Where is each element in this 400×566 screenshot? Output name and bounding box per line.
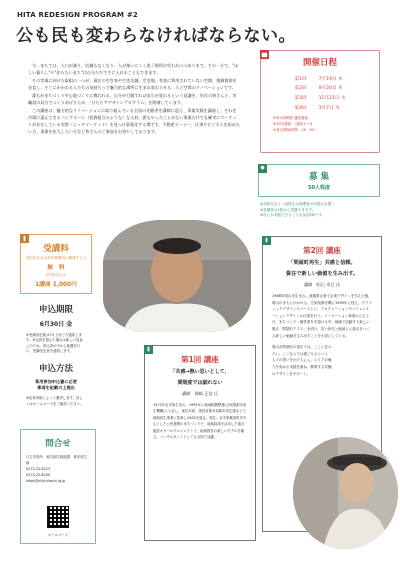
recruit-title: 募 集: [309, 172, 329, 182]
schedule-note: ※第4回開催 連続講座: [273, 116, 309, 121]
recruit-capacity: 50人程度: [308, 185, 330, 191]
intro-paragraph: 誰もがまちづくり中心地づくりに携われる。自分が行動すればまちが変わるという意識を、市民の皆さんと、市職員の双方でつくりあげるため、「ひたちアデザインプログラム」を開催しています。: [28, 92, 237, 106]
contact-fax: 0273-22-8250: [26, 473, 51, 477]
contact-phone[interactable]: 0273-22-8223: [26, 467, 51, 471]
lecturer2-photo: [293, 437, 398, 549]
lecturer1-photo: [103, 220, 251, 332]
yen-icon: [20, 234, 29, 243]
intro-paragraph: 今、まちでは、人口が減り、店舗もなくなり、人が集いにくく思う場所が失われつつあります。その一方で、"ほしい暮らし"や"住みたいまち"は自分たちで手に入れることもできます。: [28, 63, 239, 76]
microphone-icon: [262, 236, 271, 245]
session-label: 第1回: [294, 76, 307, 82]
lecture2-subtitle-2: 資在で新しい価値を生み出す。: [285, 271, 359, 277]
contact-box: [20, 429, 96, 544]
lecture2-lecturer: 講師 昭石 卓巳 氏: [303, 282, 341, 287]
method-lead-2: 事項を記載の上提出: [37, 385, 75, 391]
lecture1-subtitle-2: 間制度では細れない: [177, 380, 223, 386]
fee-free: 無 料: [47, 265, 65, 271]
contact-office: 日立市役所 地方創生推進課 都市再生係: [26, 455, 88, 465]
schedule-title: 開催日程: [302, 58, 337, 68]
method-lead: 専用参加申込書に必要: [35, 379, 77, 384]
recruit-note: ※高校生以上（高校生は保護者の同意が必要）: [260, 202, 335, 206]
session-label: 第4回: [294, 105, 307, 111]
method-box: [20, 356, 92, 436]
fee-box: [20, 234, 92, 294]
method-notes: ※応募用紙によって選考します。詳しくはホームページをご確認ください。: [26, 396, 84, 406]
recruit-note: ※受講者は1回から受講できます。: [260, 207, 316, 212]
session-date: 3月7日 水: [318, 105, 340, 111]
lecture2-heading: 第2回 講座: [303, 246, 341, 255]
session-date: 7月19日 木: [318, 76, 343, 82]
microphone-icon: [144, 345, 153, 354]
lecture1-subtitle: 「共感→熱い思いとして、: [170, 369, 230, 375]
schedule-note: ※1回1講座 （講座1コま: [273, 122, 313, 127]
contact-title: 問合せ: [45, 439, 71, 449]
calendar-icon: [260, 50, 269, 59]
schedule-note: ※受付開始時間：18：30～: [273, 127, 318, 132]
lecture2-body-2: 岡山市問屋町の再生では、ここに住みたい、ここならでは過ごせるという人々の思いをかたちにし、エリアの魅力を高める実践を重ね、開業する店舗のデザインをサポート。: [272, 345, 332, 376]
recruit-box: [258, 164, 380, 197]
session-label: 第3回: [294, 95, 307, 101]
lecture1-box: [144, 345, 256, 541]
people-icon: [258, 164, 267, 173]
lecture2-subtitle: 「問屋町再生」共感と信頼。: [288, 260, 356, 266]
table-row: [288, 74, 351, 84]
lecture2-body: 1968年岡山市生まれ。流通系企業で企業デザインを学んだ後、岡山のまちにかかわる。空家改修を機に1999年に独立。グラフィックデザインやパーストに、アロクレーションやコミュニケーションデザインの仕事を行う。リノベーション事業の立ち上げ、まちづくり・場営業を手掛ける中、地域で活動する新しい拠点「問屋町テラス」を設け、若い世代と地域とに接点をつくる新しい価値を生み出すことを大切にしている。: [272, 294, 372, 338]
program-label: HITA REDESIGN PROGRAM #2: [17, 11, 138, 19]
deadline-title: 申込期限: [38, 305, 73, 315]
session-date: 9月20日 木: [318, 86, 343, 92]
lecture1-lecturer: 講師 岡崎 正信 氏: [181, 391, 219, 396]
contact-lines: [26, 454, 90, 484]
qr-code[interactable]: [47, 506, 69, 528]
schedule-box: [260, 50, 380, 153]
deadline-notes: ※受講決定後は7月上旬ごろ通知します。※定員を超えた場合は新しい見直しのため、申込者の中から抽選を行い、受講決定者を通知します。: [26, 333, 83, 354]
intro-text: [28, 62, 240, 136]
lecture1-heading: 第1回 講座: [181, 355, 219, 364]
lecture1-body: 1972年岩手県生まれ。1995年に地域振興整備公団(現都市再生機構)に入社し、東京本部、建設省都市局都市再生課などで地域再生事業に従事し2002年退社。現在、岩手県紫波町を中心とした公民連携のまちづくりで、地域資源を活用した複合施設オガールプロジェクトで、地域経営の新しいモデルを確立。コンサルタントとしても全国で活躍。: [153, 403, 247, 440]
homepage-label: ホームページ: [47, 533, 69, 537]
fee-nonresident-label: 市外在住の人: [45, 273, 67, 277]
intro-paragraph: その実現に向けた取組の一つが、現在の空き家や空き店舗、空き地、有効に利用されていない空間、地域資源を見直し、そこにかかわる人たちの気持ちって魅力的な場所に生まれ変わらせる、人と空間のリノベーションです。: [28, 77, 237, 91]
table-row: [288, 93, 351, 103]
session-date: 11月21日 水: [318, 95, 346, 101]
fee-paid: 1講座 1,000円: [35, 282, 77, 288]
session-label: 第2回: [294, 86, 307, 92]
recruit-notes: [260, 202, 382, 219]
fee-title: 受講料: [43, 244, 69, 254]
headline: 公も民も変わらなければならない。: [16, 26, 296, 46]
schedule-table: [288, 74, 351, 112]
method-title: 申込方法: [38, 364, 73, 374]
recruit-note: ※なにか実践できることも参加OKです: [260, 213, 323, 218]
fee-resident-label: 市内在住又は市内事業所に勤務する人: [25, 256, 87, 260]
deadline-date: 6月30日 金: [39, 321, 73, 328]
table-row: [288, 103, 351, 113]
contact-email[interactable]: hitshi@city.hitachi.lg.jp: [26, 479, 66, 483]
table-row: [288, 84, 351, 94]
intro-paragraph: この講座は、魅力的なリノベーションに取り組んでいる全国の先駆者を講師に迎え、事業実践を講演し、それを市場に還元できるパシブオーン（投資組合のような）な人材、誰もやったことがない事業だけでも確実にマーケットが存在している実際（ニッチマーケット）を見つけ事業化する場です。不動産オーナー、仕事やビジネスを始めたい方、事業を拡大したい方など皆さんのご参加をお待ちしております。: [28, 107, 240, 135]
schedule-notes: [273, 116, 379, 133]
